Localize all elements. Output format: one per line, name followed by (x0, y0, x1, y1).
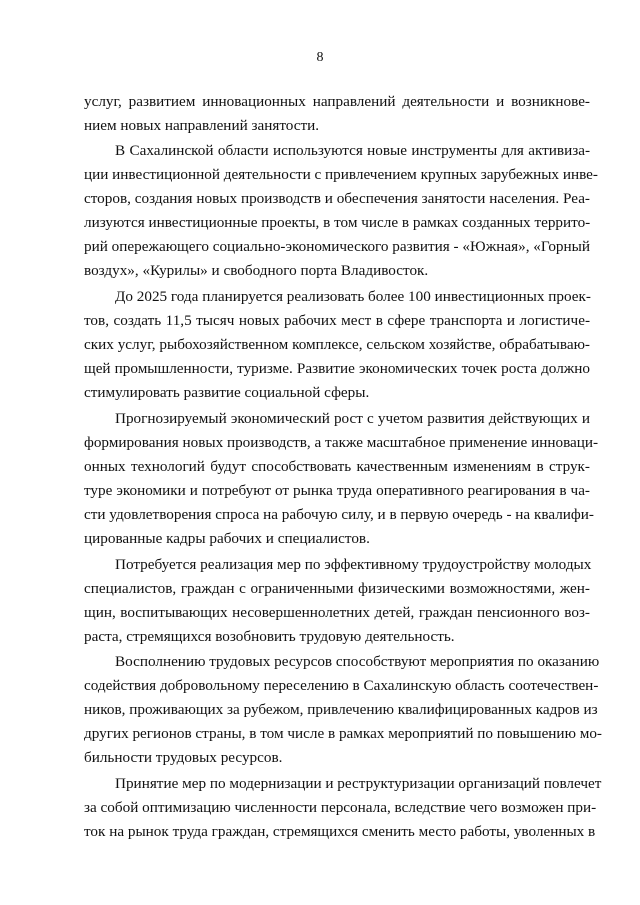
text-line: других регионов страны, в том числе в рамках мероприятий по повышению мо- (84, 725, 602, 742)
text-line: стимулировать развитие социальной сферы. (84, 384, 370, 401)
text-line: сторов, создания новых производств и обеспечения занятости населения. Реа- (84, 190, 590, 207)
text-line: щей промышленности, туризме. Развитие экономических точек роста должно (84, 360, 590, 377)
text-line: Прогнозируемый экономический рост с учетом развития действующих и (115, 410, 590, 427)
text-line: рий опережающего социально-экономического развития - «Южная», «Горный (84, 238, 590, 255)
text-line: лизуются инвестиционные проекты, в том числе в рамках созданных террито- (84, 214, 591, 231)
text-line: щин, воспитывающих несовершеннолетних детей, граждан пенсионного воз- (84, 604, 590, 621)
text-line: специалистов, граждан с ограниченными физическими возможностями, жен- (84, 580, 590, 597)
text-line: ции инвестиционной деятельности с привлечением крупных зарубежных инве- (84, 166, 598, 183)
text-line: цированные кадры рабочих и специалистов. (84, 530, 370, 547)
text-line: ников, проживающих за рубежом, привлечению квалифицированных кадров из (84, 701, 598, 718)
text-line: Потребуется реализация мер по эффективному трудоустройству молодых (115, 556, 592, 573)
text-line: Принятие мер по модернизации и реструктуризации организаций повлечет (115, 775, 602, 792)
text-line: нием новых направлений занятости. (84, 117, 320, 134)
text-line: за собой оптимизацию численности персонала, вследствие чего возможен при- (84, 799, 597, 816)
text-line: ток на рынок труда граждан, стремящихся сменить место работы, уволенных в (84, 823, 596, 840)
text-line: сти удовлетворения спроса на рабочую силу, и в первую очередь - на квалифи- (84, 506, 594, 523)
text-line: Восполнению трудовых ресурсов способствуют мероприятия по оказанию (115, 653, 600, 670)
text-line: формирования новых производств, а также масштабное применение инноваци- (84, 434, 599, 451)
text-line: До 2025 года планируется реализовать более 100 инвестиционных проек- (115, 288, 591, 305)
text-line: ских услуг, рыбохозяйственном комплексе, сельском хозяйстве, обрабатываю- (84, 336, 590, 353)
page-number: 8 (316, 50, 324, 65)
text-line: содействия добровольному переселению в Сахалинскую область соотечествен- (84, 677, 599, 694)
text-line: тов, создать 11,5 тысяч новых рабочих мест в сфере транспорта и логистиче- (84, 312, 590, 329)
text-line: воздух», «Курилы» и свободного порта Владивосток. (84, 262, 429, 279)
text-line: бильности трудовых ресурсов. (84, 749, 283, 766)
text-line: раста, стремящихся возобновить трудовую деятельность. (84, 628, 455, 645)
text-line: онных технологий будут способствовать качественным изменениям в струк- (84, 458, 590, 475)
text-line: туре экономики и потребуют от рынка труда оперативного реагирования в ча- (84, 482, 590, 499)
text-line: услуг, развитием инновационных направлений деятельности и возникнове- (84, 93, 590, 110)
text-line: В Сахалинской области используются новые инструменты для активиза- (115, 142, 590, 159)
